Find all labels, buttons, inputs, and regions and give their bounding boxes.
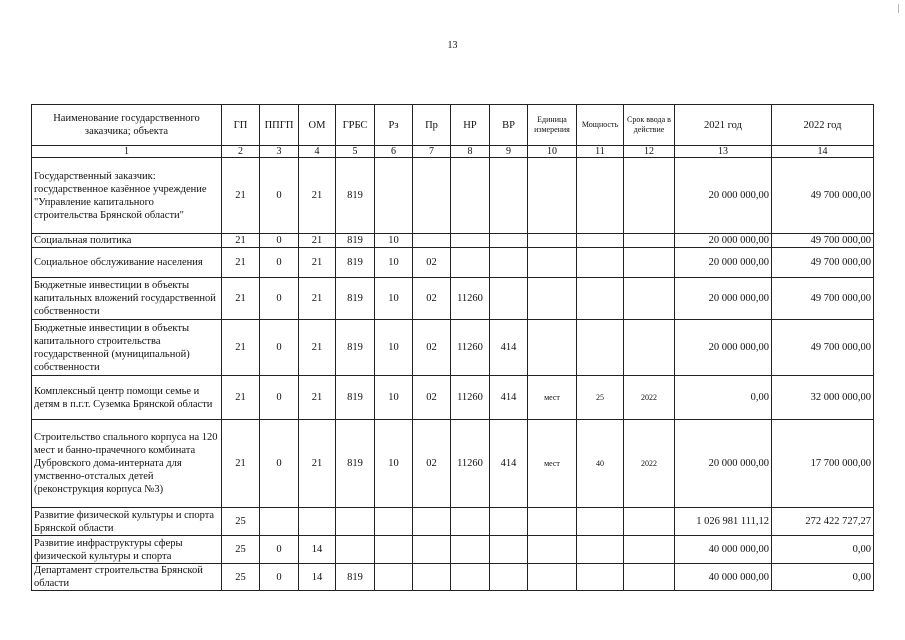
row-rz: 10 (375, 248, 413, 278)
row-np (451, 508, 490, 536)
col-header-capacity: Мощность (577, 105, 624, 146)
row-name: Социальная политика (32, 234, 222, 248)
page-number: 13 (447, 40, 458, 51)
row-vr: 414 (490, 376, 528, 420)
row-unit (528, 278, 577, 320)
row-pr (413, 508, 451, 536)
col-header-rz: Рз (375, 105, 413, 146)
row-pr: 02 (413, 320, 451, 376)
row-unit (528, 508, 577, 536)
row-om: 14 (299, 564, 336, 591)
row-np: 11260 (451, 376, 490, 420)
table-body (32, 158, 874, 591)
row-rz: 10 (375, 278, 413, 320)
row-amount-2022: 49 700 000,00 (772, 234, 874, 248)
col-header-name: Наименование государственного заказчика; объекта (32, 105, 222, 146)
row-om: 21 (299, 420, 336, 508)
column-number: 3 (260, 146, 299, 158)
row-rz: 10 (375, 320, 413, 376)
row-om: 14 (299, 536, 336, 564)
row-amount-2021: 40 000 000,00 (675, 536, 772, 564)
row-np: 11260 (451, 320, 490, 376)
row-vr (490, 234, 528, 248)
column-number: 7 (413, 146, 451, 158)
row-np: 11260 (451, 278, 490, 320)
row-term (624, 234, 675, 248)
row-capacity (577, 234, 624, 248)
row-vr (490, 248, 528, 278)
row-amount-2021: 40 000 000,00 (675, 564, 772, 591)
row-ppgp: 0 (260, 376, 299, 420)
row-grbs: 819 (336, 248, 375, 278)
row-unit (528, 234, 577, 248)
row-pr (413, 234, 451, 248)
col-header-unit: Единица измерения (528, 105, 577, 146)
row-vr (490, 158, 528, 234)
row-gp: 21 (222, 420, 260, 508)
row-np (451, 536, 490, 564)
table-row (32, 320, 874, 376)
column-number: 10 (528, 146, 577, 158)
row-amount-2022: 0,00 (772, 564, 874, 591)
row-grbs (336, 508, 375, 536)
row-amount-2022: 49 700 000,00 (772, 320, 874, 376)
row-gp: 21 (222, 376, 260, 420)
row-ppgp: 0 (260, 420, 299, 508)
row-vr (490, 536, 528, 564)
row-gp: 21 (222, 234, 260, 248)
col-header-pr: Пр (413, 105, 451, 146)
row-grbs: 819 (336, 564, 375, 591)
row-term: 2022 (624, 376, 675, 420)
table-row (32, 420, 874, 508)
row-np (451, 248, 490, 278)
row-capacity (577, 158, 624, 234)
row-amount-2021: 20 000 000,00 (675, 420, 772, 508)
row-name: Социальное обслуживание населения (32, 248, 222, 278)
row-capacity: 40 (577, 420, 624, 508)
row-gp: 21 (222, 248, 260, 278)
row-unit (528, 564, 577, 591)
row-grbs: 819 (336, 234, 375, 248)
col-header-np: НР (451, 105, 490, 146)
row-pr (413, 564, 451, 591)
row-term: 2022 (624, 420, 675, 508)
table-row (32, 234, 874, 248)
table-row (32, 248, 874, 278)
row-name: Комплексный центр помощи семье и детям в п.г.т. Суземка Брянской области (32, 376, 222, 420)
row-term (624, 564, 675, 591)
column-number: 8 (451, 146, 490, 158)
table-row (32, 376, 874, 420)
col-header-gp: ГП (222, 105, 260, 146)
row-vr: 414 (490, 420, 528, 508)
row-unit: мест (528, 420, 577, 508)
column-number: 2 (222, 146, 260, 158)
row-gp: 25 (222, 564, 260, 591)
row-term (624, 536, 675, 564)
row-amount-2021: 20 000 000,00 (675, 248, 772, 278)
row-np (451, 564, 490, 591)
row-rz (375, 536, 413, 564)
row-amount-2021: 20 000 000,00 (675, 320, 772, 376)
row-grbs: 819 (336, 320, 375, 376)
row-rz (375, 158, 413, 234)
row-pr: 02 (413, 420, 451, 508)
col-header-grbs: ГРБС (336, 105, 375, 146)
row-term (624, 508, 675, 536)
row-grbs: 819 (336, 278, 375, 320)
row-amount-2021: 20 000 000,00 (675, 278, 772, 320)
col-header-2021: 2021 год (675, 105, 772, 146)
row-unit (528, 248, 577, 278)
table-row (32, 158, 874, 234)
table-row (32, 564, 874, 591)
header-row (32, 105, 874, 146)
column-number: 5 (336, 146, 375, 158)
row-np: 11260 (451, 420, 490, 508)
row-np (451, 234, 490, 248)
scan-edge-mark (898, 4, 899, 13)
row-np (451, 158, 490, 234)
row-amount-2021: 20 000 000,00 (675, 158, 772, 234)
row-rz: 10 (375, 234, 413, 248)
col-header-term: Срок ввода в действие (624, 105, 675, 146)
row-om: 21 (299, 234, 336, 248)
row-term (624, 158, 675, 234)
row-gp: 21 (222, 158, 260, 234)
row-grbs: 819 (336, 376, 375, 420)
row-name: Бюджетные инвестиции в объекты капитального строительства государственной (муниципальной) собственности (32, 320, 222, 376)
row-pr (413, 536, 451, 564)
row-amount-2021: 0,00 (675, 376, 772, 420)
row-vr (490, 508, 528, 536)
row-om: 21 (299, 320, 336, 376)
table-row (32, 536, 874, 564)
row-vr (490, 278, 528, 320)
row-unit (528, 320, 577, 376)
column-number: 4 (299, 146, 336, 158)
row-ppgp: 0 (260, 158, 299, 234)
row-name: Развитие физической культуры и спорта Брянской области (32, 508, 222, 536)
row-unit (528, 158, 577, 234)
row-ppgp: 0 (260, 320, 299, 376)
row-name: Развитие инфраструктуры сферы физической культуры и спорта (32, 536, 222, 564)
row-amount-2021: 1 026 981 111,12 (675, 508, 772, 536)
col-header-2022: 2022 год (772, 105, 874, 146)
row-pr (413, 158, 451, 234)
row-grbs: 819 (336, 158, 375, 234)
column-number: 9 (490, 146, 528, 158)
column-number-row (32, 146, 874, 158)
row-gp: 25 (222, 536, 260, 564)
row-capacity (577, 536, 624, 564)
row-term (624, 248, 675, 278)
col-header-ppgp: ППГП (260, 105, 299, 146)
row-name: Строительство спального корпуса на 120 мест и банно-прачечного комбината Дубровского дома-интерната для умственно-отсталых детей (реконструкция корпуса №3) (32, 420, 222, 508)
column-number: 12 (624, 146, 675, 158)
column-number: 13 (675, 146, 772, 158)
row-ppgp: 0 (260, 536, 299, 564)
row-vr: 414 (490, 320, 528, 376)
table-row (32, 278, 874, 320)
col-header-om: ОМ (299, 105, 336, 146)
row-amount-2022: 49 700 000,00 (772, 248, 874, 278)
row-grbs: 819 (336, 420, 375, 508)
row-capacity (577, 248, 624, 278)
row-ppgp: 0 (260, 234, 299, 248)
row-pr: 02 (413, 248, 451, 278)
row-name: Бюджетные инвестиции в объекты капитальных вложений государственной собственности (32, 278, 222, 320)
row-rz: 10 (375, 420, 413, 508)
row-ppgp (260, 508, 299, 536)
row-rz (375, 508, 413, 536)
row-amount-2021: 20 000 000,00 (675, 234, 772, 248)
row-name: Государственный заказчик: государственное казённое учреждение "Управление капитального строительства Брянской области" (32, 158, 222, 234)
column-number: 1 (32, 146, 222, 158)
row-amount-2022: 49 700 000,00 (772, 158, 874, 234)
column-number: 14 (772, 146, 874, 158)
row-ppgp: 0 (260, 564, 299, 591)
budget-table (31, 104, 874, 591)
row-gp: 21 (222, 278, 260, 320)
col-header-vr: ВР (490, 105, 528, 146)
row-rz (375, 564, 413, 591)
row-pr: 02 (413, 376, 451, 420)
row-unit: мест (528, 376, 577, 420)
row-term (624, 278, 675, 320)
column-number: 6 (375, 146, 413, 158)
row-capacity (577, 278, 624, 320)
row-ppgp: 0 (260, 248, 299, 278)
row-ppgp: 0 (260, 278, 299, 320)
row-name: Департамент строительства Брянской области (32, 564, 222, 591)
row-pr: 02 (413, 278, 451, 320)
row-om: 21 (299, 376, 336, 420)
row-capacity (577, 564, 624, 591)
row-amount-2022: 49 700 000,00 (772, 278, 874, 320)
row-vr (490, 564, 528, 591)
row-grbs (336, 536, 375, 564)
row-rz: 10 (375, 376, 413, 420)
row-term (624, 320, 675, 376)
row-gp: 25 (222, 508, 260, 536)
row-amount-2022: 272 422 727,27 (772, 508, 874, 536)
row-capacity (577, 320, 624, 376)
row-om: 21 (299, 278, 336, 320)
row-amount-2022: 17 700 000,00 (772, 420, 874, 508)
table-row (32, 508, 874, 536)
row-capacity (577, 508, 624, 536)
row-gp: 21 (222, 320, 260, 376)
column-number: 11 (577, 146, 624, 158)
row-om: 21 (299, 158, 336, 234)
row-amount-2022: 32 000 000,00 (772, 376, 874, 420)
row-unit (528, 536, 577, 564)
row-amount-2022: 0,00 (772, 536, 874, 564)
row-capacity: 25 (577, 376, 624, 420)
row-om: 21 (299, 248, 336, 278)
row-om (299, 508, 336, 536)
